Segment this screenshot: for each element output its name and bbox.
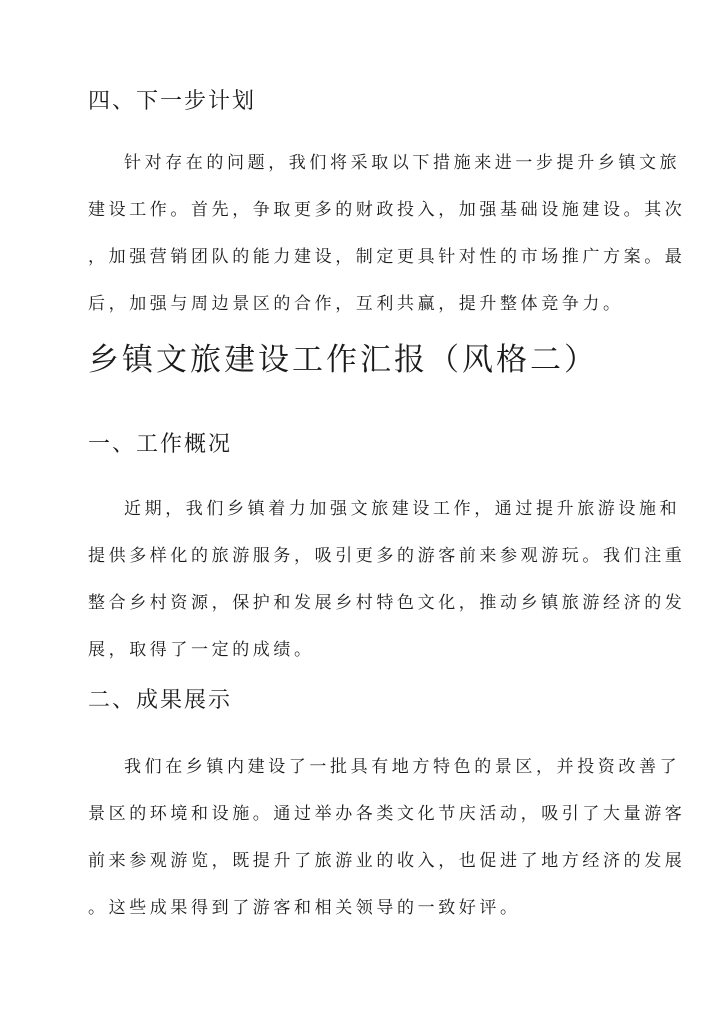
paragraph-line: 建设工作。首先，争取更多的财政投入，加强基础设施建设。其次 [88, 200, 686, 220]
paragraph-next-steps [88, 148, 686, 336]
paragraph-line: 。这些成果得到了游客和相关领导的一致好评。 [88, 898, 521, 918]
section-heading-achievements: 二、成果展示 [88, 688, 233, 713]
paragraph-line: 近期，我们乡镇着力加强文旅建设工作，通过提升旅游设施和 [124, 499, 681, 519]
paragraph-overview [88, 494, 686, 682]
paragraph-line: 我们在乡镇内建设了一批具有地方特色的景区，并投资改善了 [124, 757, 681, 777]
section-heading-overview: 一、工作概况 [88, 432, 233, 457]
paragraph-line: 整合乡村资源，保护和发展乡村特色文化，推动乡镇旅游经济的发 [88, 593, 686, 613]
paragraph-line: 景区的环境和设施。通过举办各类文化节庆活动，吸引了大量游客 [88, 804, 686, 824]
paragraph-line: 针对存在的问题，我们将采取以下措施来进一步提升乡镇文旅 [124, 153, 681, 173]
paragraph-line: 后，加强与周边景区的合作，互利共赢，提升整体竞争力。 [88, 294, 624, 314]
paragraph-line: ，加强营销团队的能力建设，制定更具针对性的市场推广方案。最 [88, 247, 686, 267]
section-heading-next-steps: 四、下一步计划 [88, 89, 257, 114]
paragraph-line: 前来参观游览，既提升了旅游业的收入，也促进了地方经济的发展 [88, 851, 686, 871]
paragraph-line: 展，取得了一定的成绩。 [88, 640, 315, 660]
paragraph-achievements [88, 752, 686, 940]
document-title: 乡镇文旅建设工作汇报（风格二） [88, 342, 598, 378]
paragraph-line: 提供多样化的旅游服务，吸引更多的游客前来参观游玩。我们注重 [88, 546, 686, 566]
